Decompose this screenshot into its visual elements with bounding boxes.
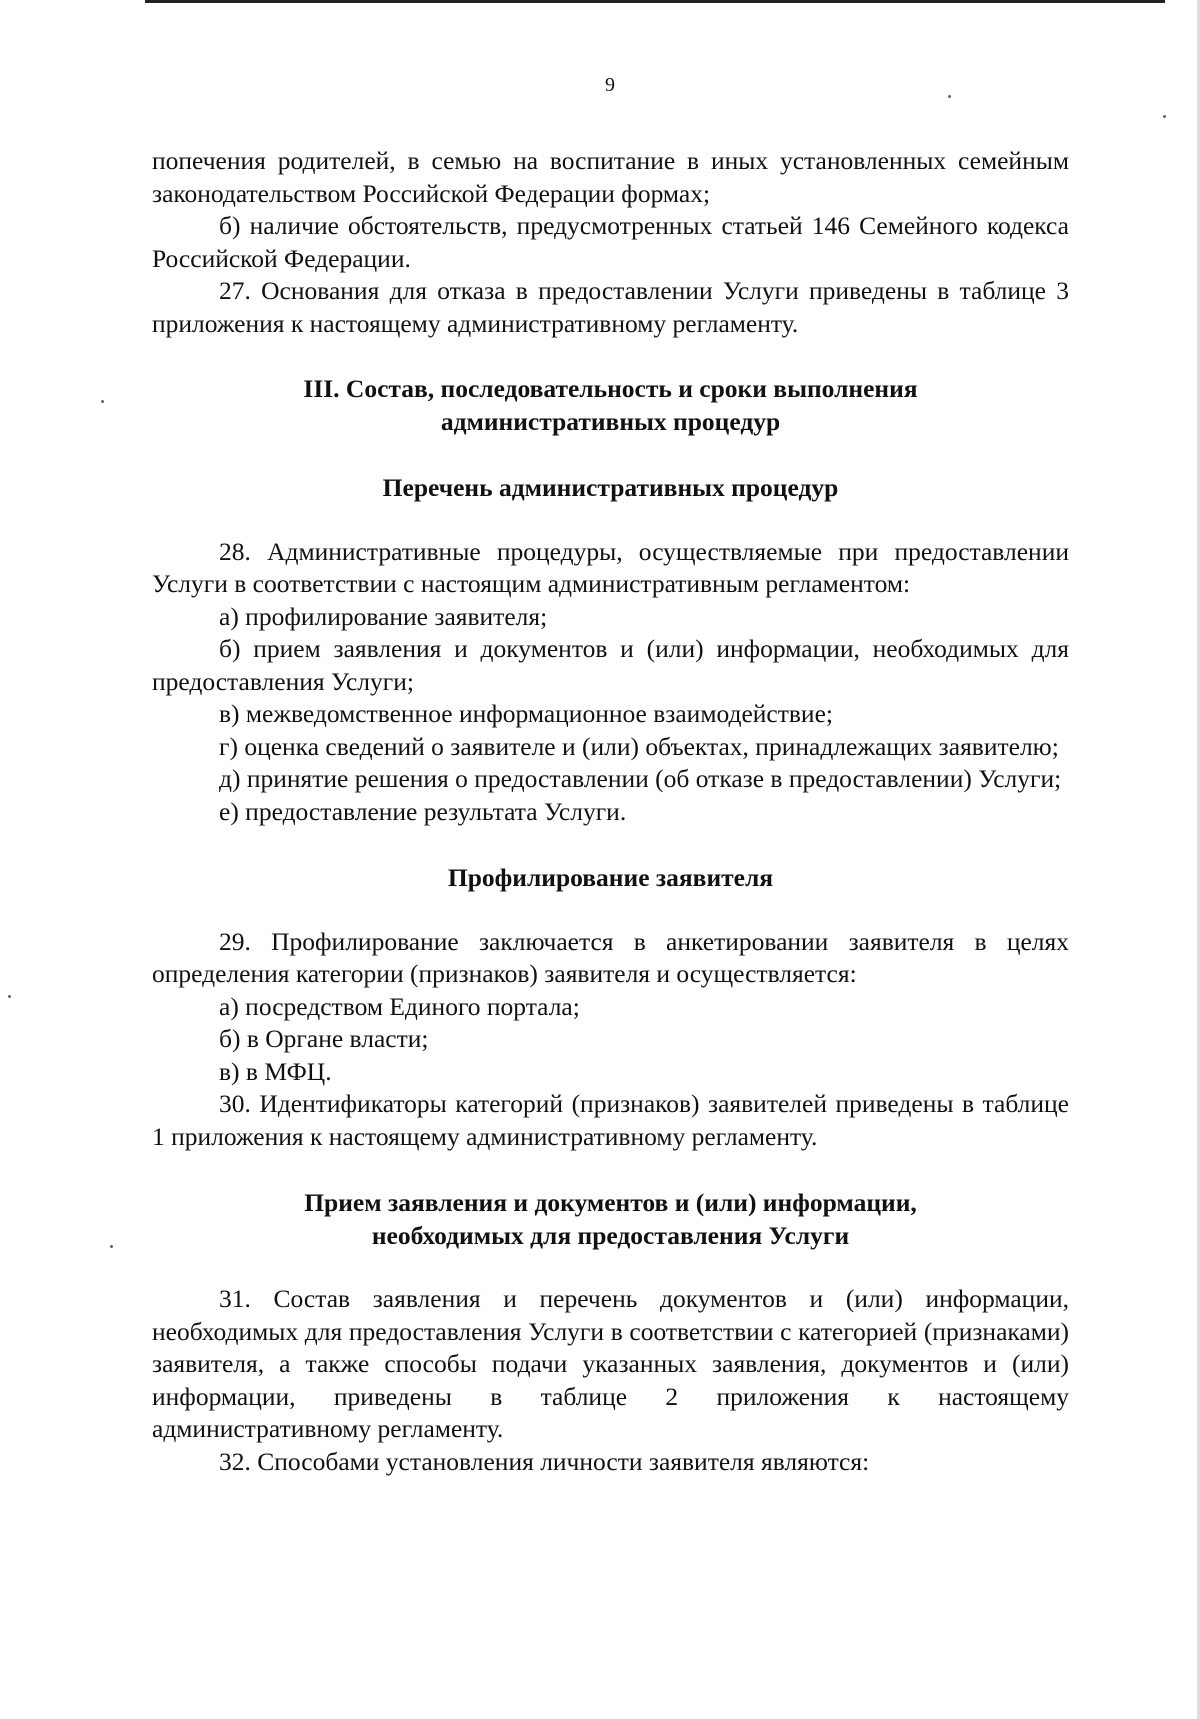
list-item-v: в) в МФЦ. [219, 1056, 332, 1086]
list-item-a: а) профилирование заявителя; [219, 601, 548, 631]
subheading-procedures-list: Перечень административных процедур [382, 473, 839, 502]
section-heading-iii-line-1: III. Состав, последовательность и сроки выполнения [303, 374, 918, 403]
paragraph-continuation: попечения родителей, в семью на воспитание в иных установленных семейным законодательством Российской Федерации формах; [152, 146, 1069, 208]
list-item-d: д) принятие решения о предоставлении (об отказе в предоставлении) Услуги; [219, 764, 1062, 793]
subheading-profiling: Профилирование заявителя [447, 863, 774, 892]
list-item-b: б) в Органе власти; [219, 1024, 429, 1053]
paragraph-30: 30. Идентификаторы категорий (признаков) заявителей приведены в таблице 1 приложения к настоящему административному регламенту. [152, 1089, 1069, 1151]
subheading-application-intake-line-1: Прием заявления и документов и (или) информации, [304, 1188, 917, 1217]
list-item-b: б) прием заявления и документов и (или) информации, необходимых для предоставления Услуги; [152, 634, 1069, 696]
list-item-v: в) межведомственное информационное взаимодействие; [219, 699, 833, 728]
scan-speck [8, 995, 11, 998]
scan-speck [110, 1245, 113, 1248]
page-number: 9 [605, 74, 615, 96]
section-heading-iii-line-2: административных процедур [440, 406, 781, 436]
paragraph-32: 32. Способами установления личности заявителя являются: [219, 1446, 870, 1476]
scan-top-border [145, 0, 1165, 3]
document-body [152, 145, 1069, 1478]
scan-speck [101, 400, 104, 403]
subheading-application-intake-line-2: необходимых для предоставления Услуги [371, 1220, 850, 1250]
scan-speck [1163, 115, 1166, 118]
paragraph-28: 28. Административные процедуры, осуществляемые при предоставлении Услуги в соответствии с настоящим административным регламентом: [152, 536, 1069, 598]
section-heading-iii [152, 373, 1069, 438]
list-item-e: е) предоставление результата Услуги. [219, 796, 627, 826]
paragraph-29: 29. Профилирование заключается в анкетировании заявителя в целях определения категории (признаков) заявителя и осуществляется: [152, 926, 1069, 988]
list-item-g: г) оценка сведений о заявителе и (или) объектах, принадлежащих заявителю; [219, 731, 1059, 761]
paragraph-31: 31. Состав заявления и перечень документов и (или) информации, необходимых для предоставления Услуги в соответствии с категорией (признаками) заявителя, а также способы подачи указанных заявления, документов и (или) информации, приведены в таблице 2 приложения к настоящему административному регламенту. [152, 1284, 1069, 1443]
paragraph-item-b: б) наличие обстоятельств, предусмотренных статьей 146 Семейного кодекса Российской Федерации. [152, 211, 1069, 273]
list-item-a: а) посредством Единого портала; [219, 991, 580, 1021]
subheading-application-intake [152, 1187, 1069, 1252]
paragraph-27: 27. Основания для отказа в предоставлении Услуги приведены в таблице 3 приложения к настоящему административному регламенту. [152, 276, 1069, 338]
